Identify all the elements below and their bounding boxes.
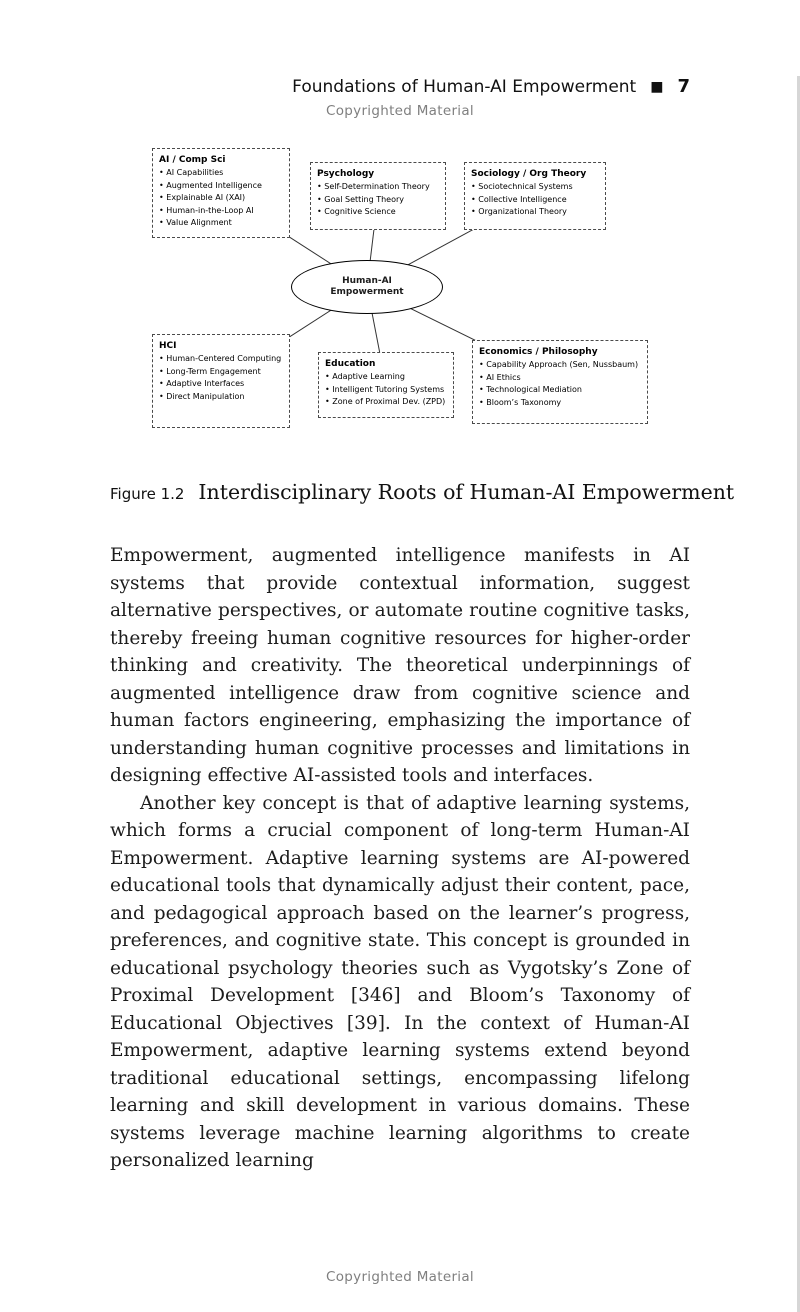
diagram-box-title: Sociology / Org Theory — [471, 169, 587, 179]
diagram-box-item: • Sociotechnical Systems — [471, 181, 599, 194]
paragraph: Empowerment, augmented intelligence manifests in AI systems that provide contextual information, suggest alternative perspectives, or automate routine cognitive tasks, thereby freeing human cognitive resources for higher-order thinking and creativity. The theoretical underpinnings of augmented intelligence draw from cognitive science and human factors engineering, emphasizing the importance of understanding human cognitive processes and limitations in designing effective AI-assisted tools and interfaces. — [110, 545, 690, 786]
diagram-box-item: • Adaptive Learning — [325, 371, 447, 384]
diagram-box-item: • Explainable AI (XAI) — [159, 192, 283, 205]
running-header — [110, 76, 690, 97]
diagram-box-item: • Zone of Proximal Dev. (ZPD) — [325, 396, 447, 409]
diagram-box-psychology — [310, 162, 446, 230]
diagram-box-item: • Intelligent Tutoring Systems — [325, 384, 447, 397]
figure-caption-label: Figure 1.2 — [110, 485, 185, 503]
paragraph: Another key concept is that of adaptive learning systems, which forms a crucial component of long-term Human-AI Empowerment. Adaptive learning systems are AI-powered educational tools that dynamically adjust their content, pace, and pedagogical approach based on the learner’s progress, preferences, and cognitive state. This concept is grounded in educational psychology theories such as Vygotsky’s Zone of Proximal Development [346] and Bloom’s Taxonomy of Educational Objectives [39]. In the context of Human-AI Empowerment, adaptive learning systems extend beyond traditional educational settings, encompassing lifelong learning and skill development in various domains. These systems leverage machine learning algorithms to create personalized learning — [110, 792, 690, 1171]
diagram-box-item: • Value Alignment — [159, 217, 283, 230]
diagram-box-item: • Collective Intelligence — [471, 194, 599, 207]
diagram-box-item: • Cognitive Science — [317, 206, 439, 219]
figure-caption-text: Interdisciplinary Roots of Human-AI Empowerment — [198, 480, 735, 504]
section-square-icon: ■ — [650, 78, 664, 95]
diagram-box-hci — [152, 334, 290, 428]
copyright-notice-bottom: Copyrighted Material — [326, 1269, 474, 1285]
figure-caption — [110, 480, 735, 504]
diagram-box-title: AI / Comp Sci — [159, 155, 226, 165]
diagram-box-item: • Long-Term Engagement — [159, 366, 283, 379]
diagram-box-item: • AI Ethics — [479, 372, 641, 385]
diagram-hub-human-ai-empowerment — [291, 260, 443, 314]
hub-label-line2: Empowerment — [330, 287, 404, 297]
diagram-box-economics-philosophy — [472, 340, 648, 424]
diagram-box-item: • Human-Centered Computing — [159, 353, 283, 366]
diagram-box-item: • Self-Determination Theory — [317, 181, 439, 194]
diagram-box-item: • Organizational Theory — [471, 206, 599, 219]
page-number: 7 — [677, 76, 690, 97]
diagram-box-item: • Adaptive Interfaces — [159, 378, 283, 391]
diagram-box-education — [318, 352, 454, 418]
body-text — [110, 542, 690, 1175]
copyright-notice-top: Copyrighted Material — [326, 103, 474, 119]
diagram-box-item: • Direct Manipulation — [159, 391, 283, 404]
running-header-title: Foundations of Human-AI Empowerment — [292, 76, 637, 97]
book-page — [0, 76, 800, 1312]
diagram-box-item: • Goal Setting Theory — [317, 194, 439, 207]
diagram-box-item: • Augmented Intelligence — [159, 180, 283, 193]
diagram-box-sociology-org-theory — [464, 162, 606, 230]
diagram-box-title: Education — [325, 359, 376, 369]
diagram-box-item: • Technological Mediation — [479, 384, 641, 397]
diagram-box-item: • Capability Approach (Sen, Nussbaum) — [479, 359, 641, 372]
diagram-box-ai-comp-sci — [152, 148, 290, 238]
diagram-box-item: • AI Capabilities — [159, 167, 283, 180]
hub-label-line1: Human-AI — [342, 275, 392, 286]
figure-1-2-diagram — [0, 140, 800, 440]
diagram-box-title: HCI — [159, 341, 177, 351]
diagram-box-title: Psychology — [317, 169, 375, 179]
diagram-box-title: Economics / Philosophy — [479, 347, 598, 357]
diagram-box-item: • Bloom’s Taxonomy — [479, 397, 641, 410]
diagram-box-item: • Human-in-the-Loop AI — [159, 205, 283, 218]
